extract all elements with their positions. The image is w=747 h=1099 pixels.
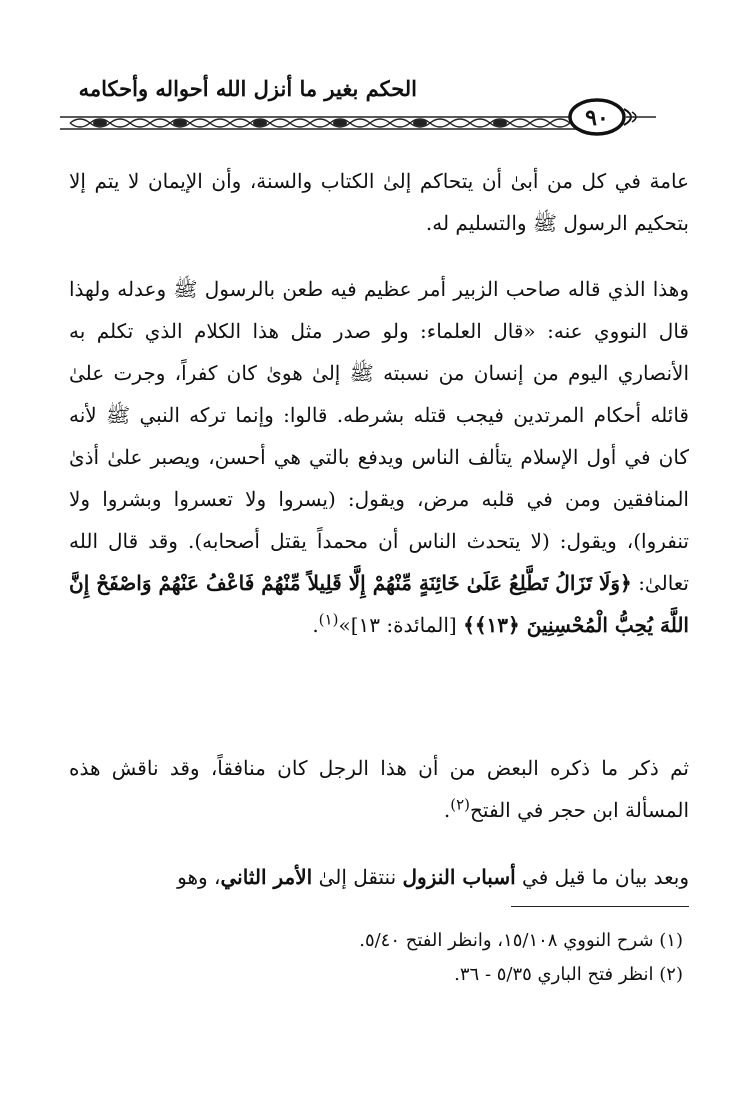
footnote-1: (١) شرح النووي ١٥/١٠٨، وانظر الفتح ٥/٤٠. bbox=[359, 930, 683, 951]
running-title: الحكم بغير ما أنزل الله أحواله وأحكامه bbox=[78, 76, 417, 101]
paragraph-4-end: ، وهو bbox=[177, 865, 221, 889]
header-ornament-band bbox=[60, 98, 660, 148]
footnote-2: (٢) انظر فتح الباري ٥/٣٥ - ٣٦. bbox=[454, 964, 683, 985]
footnote-divider bbox=[511, 906, 689, 907]
paragraph-4 bbox=[69, 856, 689, 898]
footnotes bbox=[63, 924, 683, 992]
paragraph-4-bold-second-matter: الأمر الثاني bbox=[220, 865, 313, 889]
verse-reference: [المائدة: ١٣]» bbox=[338, 613, 457, 637]
paragraph-2-text: وهذا الذي قاله صاحب الزبير أمر عظيم فيه طعن بالرسول ﷺ وعدله ولهذا قال النووي عنه: «قال العلماء: ولو صدر مثل هذا الكلام الذي تكلم به الأنصاري اليوم من إنسان من نسبته ﷺ إلىٰ هوىٰ كان كفراً، وجرت علىٰ قائله أحكام المرتدين فيجب قتله بشرطه. قالوا: وإنما تركه النبي ﷺ لأنه كان في أول الإسلام يتألف الناس ويدفع بالتي هي أحسن، ويصبر علىٰ أذىٰ المنافقين ومن في قلبه مرض، ويقول: (يسروا ولا تعسروا وبشروا ولا تنفروا)، ويقول: (لا يتحدث الناس أن محمداً يقتل أصحابه). وقد قال الله تعالىٰ: bbox=[69, 277, 689, 595]
paragraph-4-mid: ننتقل إلىٰ bbox=[318, 865, 397, 889]
paragraph-2: وهذا الذي قاله صاحب الزبير أمر عظيم فيه طعن بالرسول ﷺ وعدله ولهذا قال النووي عنه: «قال العلماء: ولو صدر مثل هذا الكلام الذي تكلم به الأنصاري اليوم من إنسان من نسبته ﷺ إلىٰ هوىٰ كان كفراً، وجرت علىٰ قائله أحكام المرتدين فيجب قتله بشرطه. قالوا: وإنما تركه النبي ﷺ لأنه كان في أول الإسلام يتألف الناس ويدفع بالتي هي أحسن، ويصبر علىٰ أذىٰ المنافقين ومن في قلبه مرض، ويقول: (يسروا ولا تعسروا وبشروا ولا تنفروا)، ويقول: (لا يتحدث الناس أن محمداً يقتل أصحابه). وقد قال الله تعالىٰ: ﴿وَلَا تَزَالُ تَطَّلِعُ عَلَىٰ خَائِنَةٍ مِّنْهُمْ إِلَّا قَلِيلاً مِّنْهُمْ فَاعْفُ عَنْهُمْ وَاصْفَحْ إِنَّ اللَّهَ يُحِبُّ الْمُحْسِنِينَ ﴿١٣﴾﴾ [المائدة: ١٣]»$^{(١)}$. bbox=[69, 277, 689, 637]
page-number: ٩٠ bbox=[585, 105, 609, 131]
paragraph-1: عامة في كل من أبىٰ أن يتحاكم إلىٰ الكتاب والسنة، وأن الإيمان لا يتم إلا بتحكيم الرسول ﷺ والتسليم له. bbox=[69, 169, 689, 235]
paragraph-3: ثم ذكر ما ذكره البعض من أن هذا الرجل كان منافقاً، وقد ناقش هذه المسألة ابن حجر في الفتح$^{(٢)}$. bbox=[69, 756, 689, 822]
quran-verse: ﴿وَلَا تَزَالُ تَطَّلِعُ عَلَىٰ خَائِنَةٍ مِّنْهُمْ إِلَّا قَلِيلاً مِّنْهُمْ فَاعْفُ عَنْهُمْ وَاصْفَحْ إِنَّ اللَّهَ يُحِبُّ الْمُحْسِنِينَ ﴿١٣﴾﴾ bbox=[69, 571, 689, 637]
paragraph-3-text: ثم ذكر ما ذكره البعض من أن هذا الرجل كان منافقاً، وقد ناقش هذه المسألة ابن حجر في الفتح bbox=[69, 756, 689, 822]
paragraph-4-intro: وبعد بيان ما قيل في bbox=[522, 865, 689, 889]
paragraph-4-bold-causes: أسباب النزول bbox=[402, 865, 516, 889]
footnote-marker-1: (١) bbox=[318, 610, 339, 629]
footnote-marker-2: (٢) bbox=[450, 795, 470, 814]
